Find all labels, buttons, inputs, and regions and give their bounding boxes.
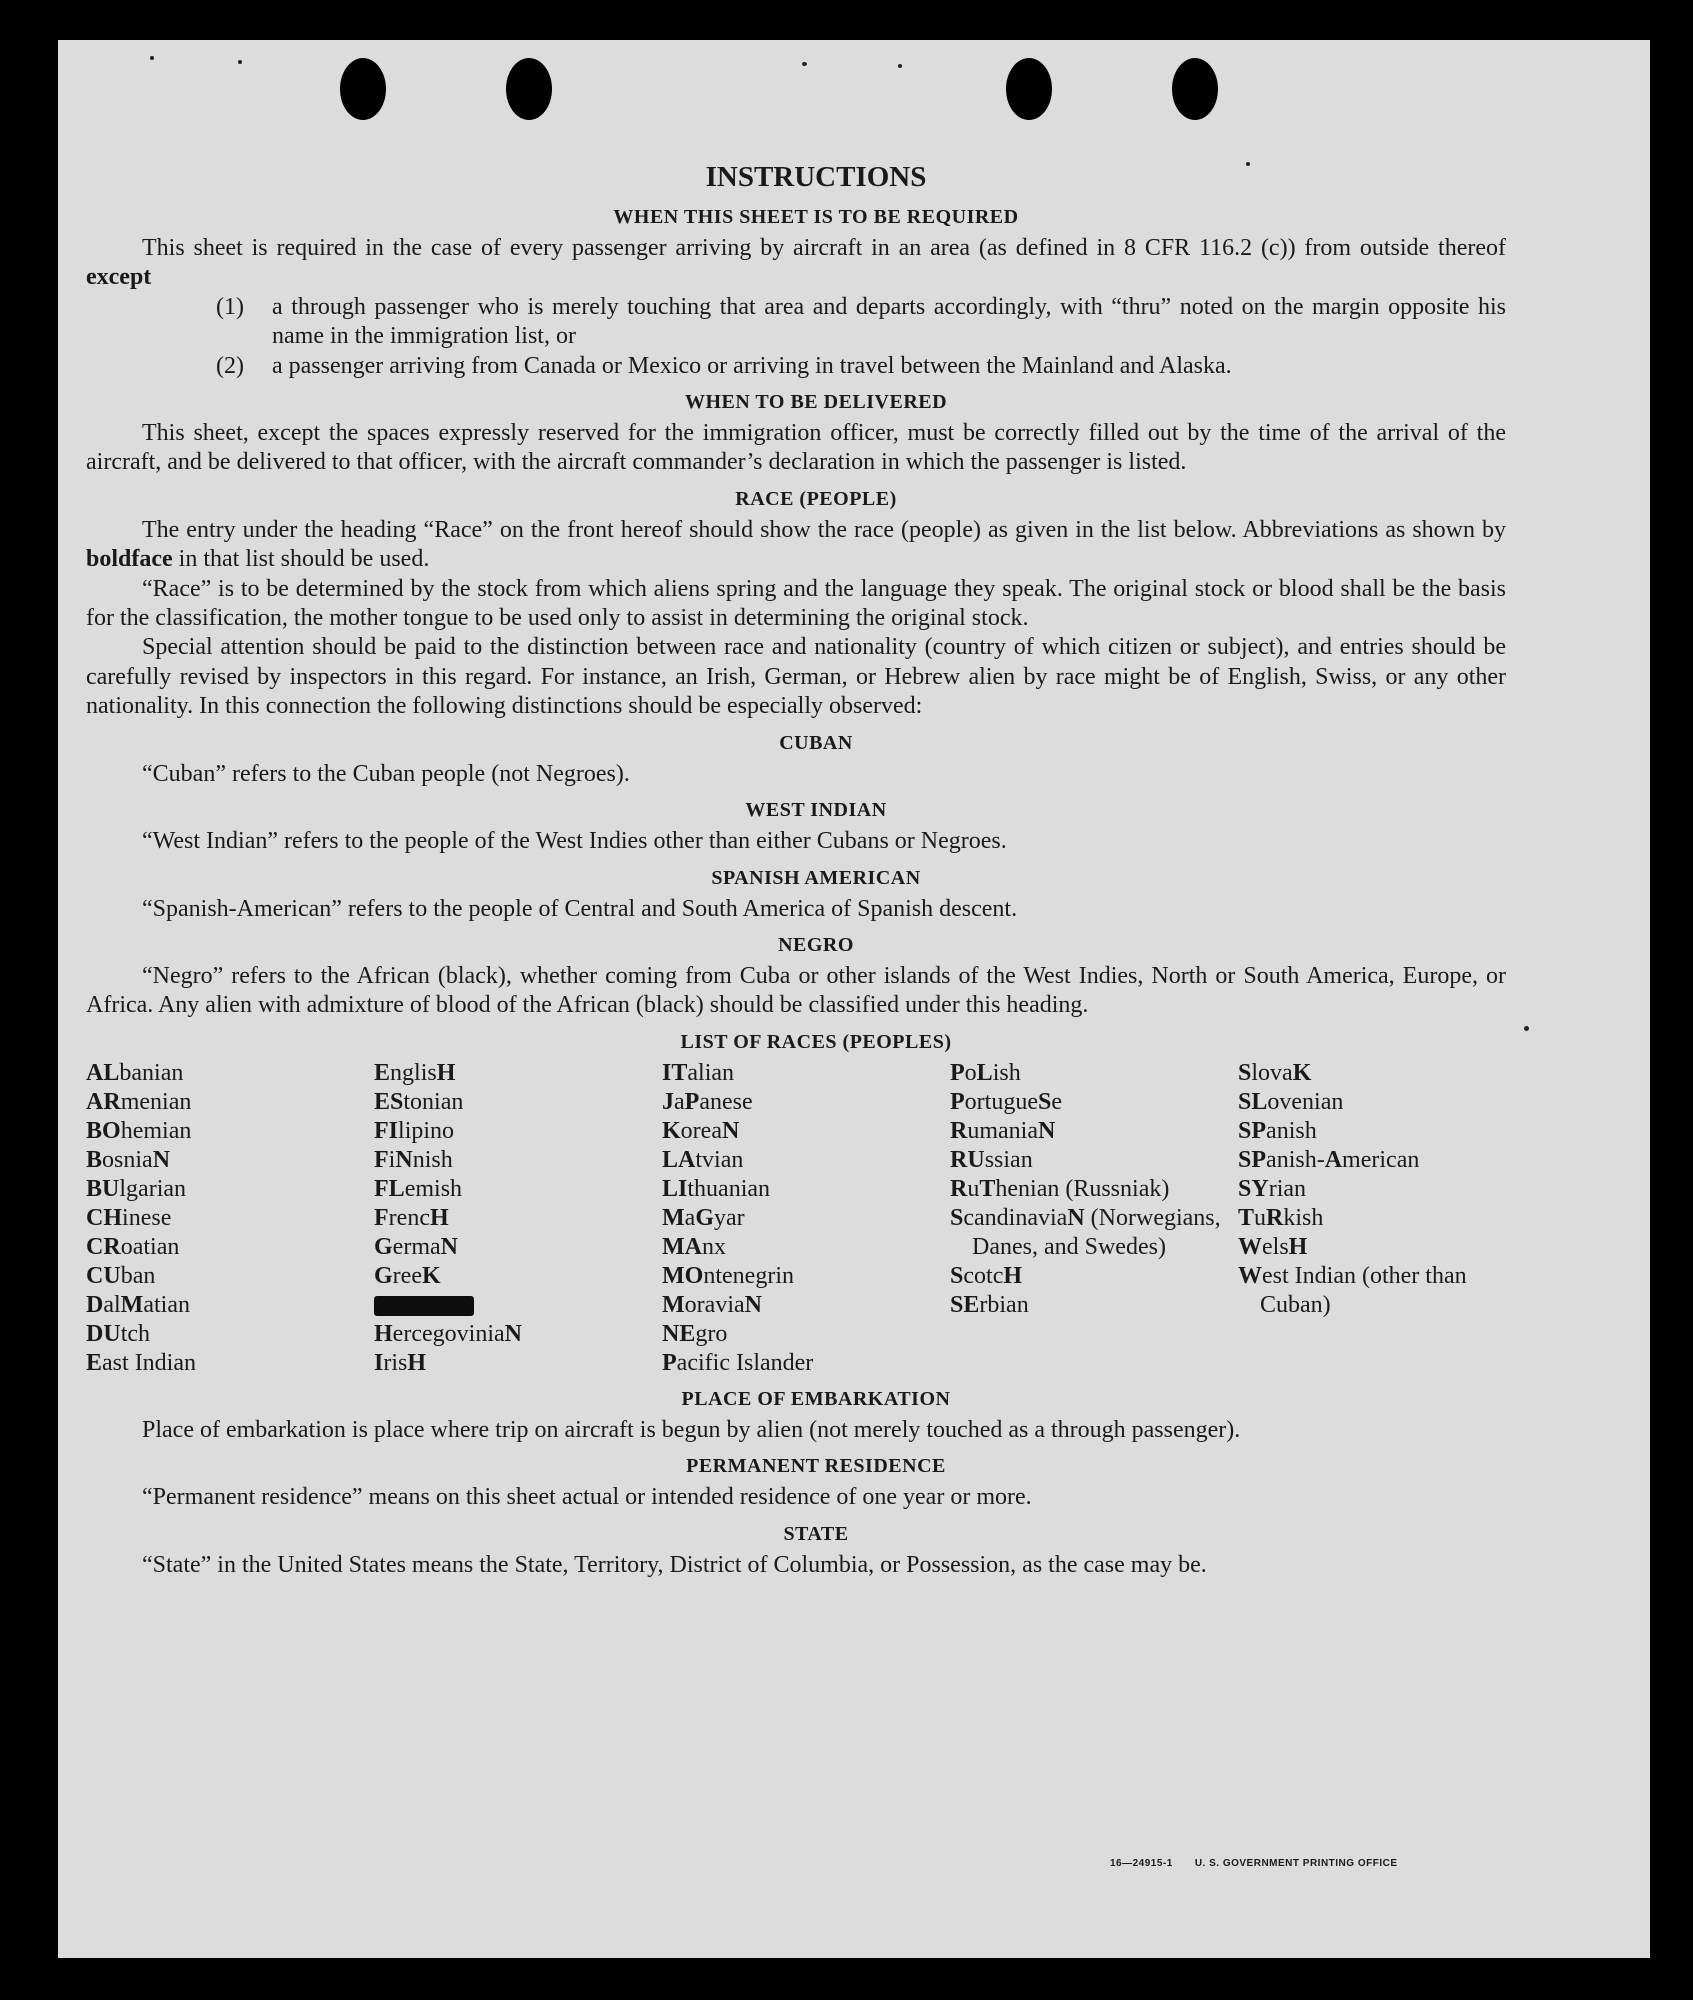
speck: [150, 56, 154, 60]
race-item: MoraviaN: [662, 1291, 762, 1318]
race-paragraph-1: The entry under the heading “Race” on the front hereof should show the race (people) as given in the list below. Abbreviations as shown by boldface in that list should be used.: [86, 516, 1506, 573]
races-column-4: [950, 1059, 1238, 1378]
race-item: NEgro: [662, 1320, 728, 1347]
race-item: SPanish-American: [1238, 1146, 1420, 1173]
punch-hole: [340, 58, 386, 120]
race-item: SlovaK: [1238, 1059, 1312, 1086]
race-item: FIlipino: [374, 1117, 455, 1144]
race-item: ARmenian: [86, 1088, 192, 1115]
required-item: (1) a through passenger who is merely touching that area and departs accordingly, with “thru” noted on the margin opposite his name in the immigration list, or: [216, 293, 1506, 350]
heading-race: RACE (PEOPLE): [735, 487, 897, 510]
race-item: JaPanese: [662, 1088, 753, 1115]
race-item: FiNnish: [374, 1146, 453, 1173]
race-item: LAtvian: [662, 1146, 744, 1173]
race-item: SErbian: [950, 1291, 1029, 1318]
speck: [1524, 1026, 1529, 1031]
race-paragraph-3: Special attention should be paid to the distinction between race and nationality (country of which citizen or subject), and entries should be carefully revised by inspectors in this regard. For instance, an Irish, German, or Hebrew alien by race might be of English, Swiss, or any other nationality. In this connection the following distinctions should be especially observed:: [86, 634, 1506, 720]
race-item: ScotcH: [950, 1262, 1023, 1289]
race-item: ALbanian: [86, 1059, 184, 1086]
race-item: ITalian: [662, 1059, 735, 1086]
race-item: WelsH: [1238, 1233, 1308, 1260]
race-item: GreeK: [374, 1262, 441, 1289]
cuban-text: “Cuban” refers to the Cuban people (not Negroes).: [142, 760, 630, 787]
state-text: “State” in the United States means the State, Territory, District of Columbia, or Possession, as the case may be.: [142, 1551, 1207, 1578]
race-item: PoLish: [950, 1059, 1021, 1086]
race-item: MAnx: [662, 1233, 726, 1260]
race-item: FrencH: [374, 1204, 449, 1231]
instructions-content: [86, 158, 1506, 1580]
race-item: SYrian: [1238, 1175, 1307, 1202]
race-item: KoreaN: [662, 1117, 740, 1144]
race-item: BOhemian: [86, 1117, 192, 1144]
page-title: INSTRUCTIONS: [705, 161, 927, 193]
race-item: CUban: [86, 1262, 156, 1289]
redaction-mark: [374, 1296, 474, 1316]
race-item: CRoatian: [86, 1233, 180, 1260]
heading-delivered: WHEN TO BE DELIVERED: [684, 391, 948, 414]
race-item: ScandinaviaN (Norwegians, Danes, and Swedes): [950, 1204, 1221, 1260]
speck: [238, 60, 242, 64]
race-item: West Indian (other than Cuban): [1238, 1262, 1467, 1318]
speck: [802, 62, 807, 66]
heading-embarkation: PLACE OF EMBARKATION: [681, 1387, 951, 1410]
heading-state: STATE: [783, 1522, 849, 1545]
required-item: (2) a passenger arriving from Canada or Mexico or arriving in travel between the Mainland and Alaska.: [216, 352, 1232, 379]
race-item: PortugueSe: [950, 1088, 1063, 1115]
heading-required: WHEN THIS SHEET IS TO BE REQUIRED: [613, 206, 1019, 228]
races-column-5: [1238, 1059, 1506, 1378]
document-page: [58, 40, 1650, 1958]
spanish-american-text: “Spanish-American” refers to the people of Central and South America of Spanish descent.: [142, 895, 1018, 922]
heading-permanent-residence: PERMANENT RESIDENCE: [686, 1455, 946, 1478]
heading-spanish-american: SPANISH AMERICAN: [711, 866, 921, 889]
redacted-race-item: [374, 1291, 662, 1320]
heading-cuban: CUBAN: [779, 731, 853, 754]
race-item: MOntenegrin: [662, 1262, 794, 1289]
speck: [898, 64, 902, 68]
negro-text: “Negro” refers to the African (black), whether coming from Cuba or other islands of the West Indies, North or South America, Europe, or Africa. Any alien with admixture of blood of the African (black) should be classified under this heading.: [86, 962, 1506, 1019]
race-item: TuRkish: [1238, 1204, 1324, 1231]
delivered-text: This sheet, except the spaces expressly reserved for the immigration officer, must be correctly filled out by the time of the arrival of the aircraft, and be delivered to that officer, with the aircraft commander’s declaration in which the passenger is listed.: [86, 420, 1506, 476]
form-number: 16—24915-1: [1110, 1858, 1173, 1869]
race-item: EStonian: [374, 1088, 464, 1115]
race-item: HercegoviniaN: [374, 1320, 522, 1347]
heading-negro: NEGRO: [778, 933, 854, 956]
race-item: DalMatian: [86, 1291, 190, 1318]
races-column-3: [662, 1059, 950, 1378]
race-item: BUlgarian: [86, 1175, 187, 1202]
races-column-2: [374, 1059, 662, 1378]
race-item: SPanish: [1238, 1117, 1317, 1144]
race-item: CHinese: [86, 1204, 172, 1231]
punch-hole: [1172, 58, 1218, 120]
race-item: MaGyar: [662, 1204, 745, 1231]
races-column-1: [86, 1059, 374, 1378]
race-item: RuThenian (Russniak): [950, 1175, 1170, 1202]
race-item: DUtch: [86, 1320, 151, 1347]
race-item: IrisH: [374, 1349, 427, 1376]
race-item: RUssian: [950, 1146, 1033, 1173]
printer-credit: U. S. GOVERNMENT PRINTING OFFICE: [1194, 1858, 1398, 1869]
race-item: East Indian: [86, 1349, 196, 1376]
race-item: EnglisH: [374, 1059, 456, 1086]
race-item: BosniaN: [86, 1146, 171, 1173]
races-list: [86, 1059, 1506, 1378]
race-item: FLemish: [374, 1175, 463, 1202]
west-indian-text: “West Indian” refers to the people of the West Indies other than either Cubans or Negroes.: [142, 828, 1007, 855]
embarkation-text: Place of embarkation is place where trip on aircraft is begun by alien (not merely touched as a through passenger).: [142, 1416, 1241, 1443]
race-item: Pacific Islander: [662, 1349, 814, 1376]
race-item: SLovenian: [1238, 1088, 1344, 1115]
heading-west-indian: WEST INDIAN: [745, 799, 887, 822]
residence-text: “Permanent residence” means on this sheet actual or intended residence of one year or more.: [142, 1484, 1032, 1511]
race-item: GermaN: [374, 1233, 458, 1260]
punch-hole: [506, 58, 552, 120]
race-item: LIthuanian: [662, 1175, 771, 1202]
required-intro: This sheet is required in the case of every passenger arriving by aircraft in an area (as defined in 8 CFR 116.2 (c)) from outside thereof except: [86, 235, 1506, 291]
heading-list-of-races: LIST OF RACES (PEOPLES): [680, 1030, 952, 1053]
punch-hole: [1006, 58, 1052, 120]
race-paragraph-2: “Race” is to be determined by the stock from which aliens spring and the language they speak. The original stock or blood shall be the basis for the classification, the mother tongue to be used only to assist in determining the original stock.: [86, 575, 1506, 632]
race-item: RumaniaN: [950, 1117, 1056, 1144]
form-footer: [1110, 1858, 1398, 1869]
